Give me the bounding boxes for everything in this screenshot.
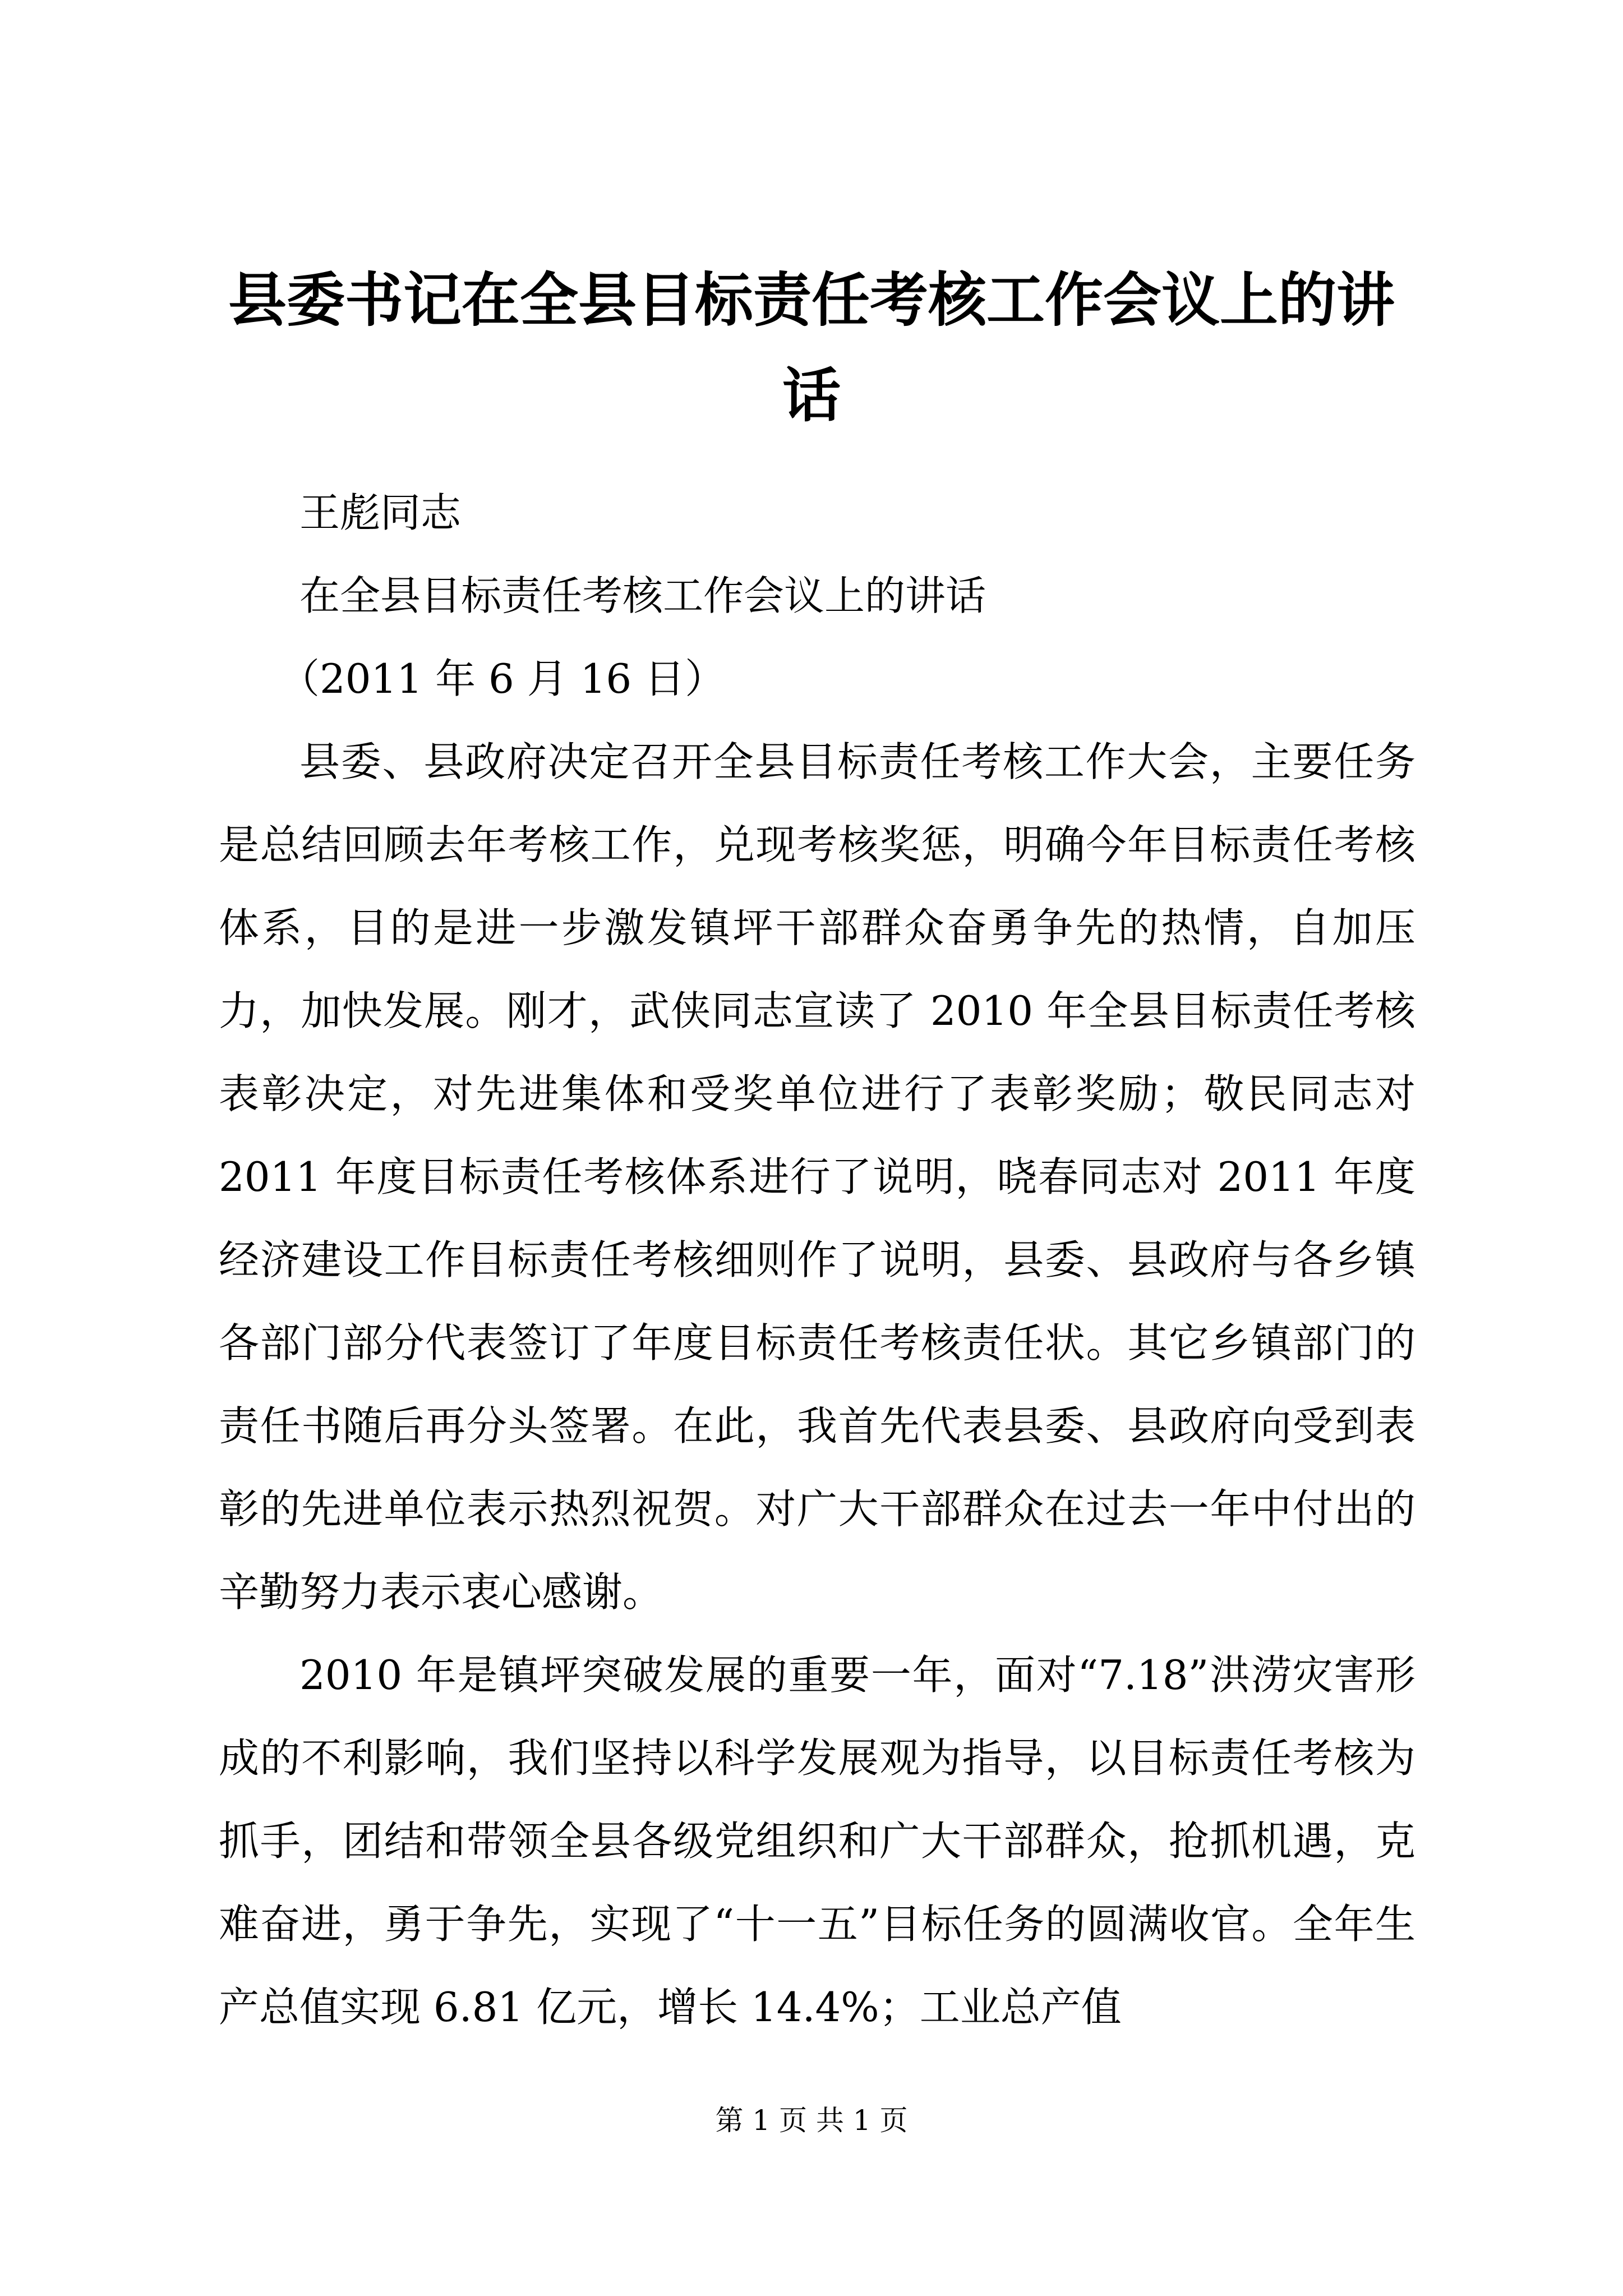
date-line: （2011 年 6 月 16 日） [279, 655, 726, 702]
page-footer: 第 1 页 共 1 页 [715, 2104, 908, 2137]
document-body [219, 471, 1415, 2049]
body-paragraph-1: 县委、县政府决定召开全县目标责任考核工作大会，主要任务是总结回顾去年考核工作，兑现考核奖惩，明确今年目标责任考核体系，目的是进一步激发镇坪干部群众奋勇争先的热情，自加压力，加快发展。刚才，武侠同志宣读了 2010 年全县目标责任考核表彰决定，对先进集体和受奖单位进行了表彰奖励；敬民同志对 2011 年度目标责任考核体系进行了说明，晓春同志对 2011 年度经济建设工作目标责任考核细则作了说明，县委、县政府与各乡镇各部门部分代表签订了年度目标责任考核责任状。其它乡镇部门的责任书随后再分头签署。在此，我首先代表县委、县政府向受到表彰的先进单位表示热烈祝贺。对广大干部群众在过去一年中付出的辛勤努力表示衷心感谢。 [219, 738, 1415, 1616]
body-paragraph-2: 2010 年是镇坪突破发展的重要一年，面对“7.18”洪涝灾害形成的不利影响，我们坚持以科学发展观为指导，以目标责任考核为抓手，团结和带领全县各级党组织和广大干部群众，抢抓机遇，克难奋进，勇于争先，实现了“十一五”目标任务的圆满收官。全年生产总值实现 6.81 亿元，增长 14.4%；工业总产值 [219, 1651, 1415, 2031]
author-line: 王彪同志 [299, 489, 462, 536]
subtitle-line: 在全县目标责任考核工作会议上的讲话 [299, 572, 986, 619]
document-title: 县委书记在全县目标责任考核工作会议上的讲话 [228, 265, 1395, 430]
